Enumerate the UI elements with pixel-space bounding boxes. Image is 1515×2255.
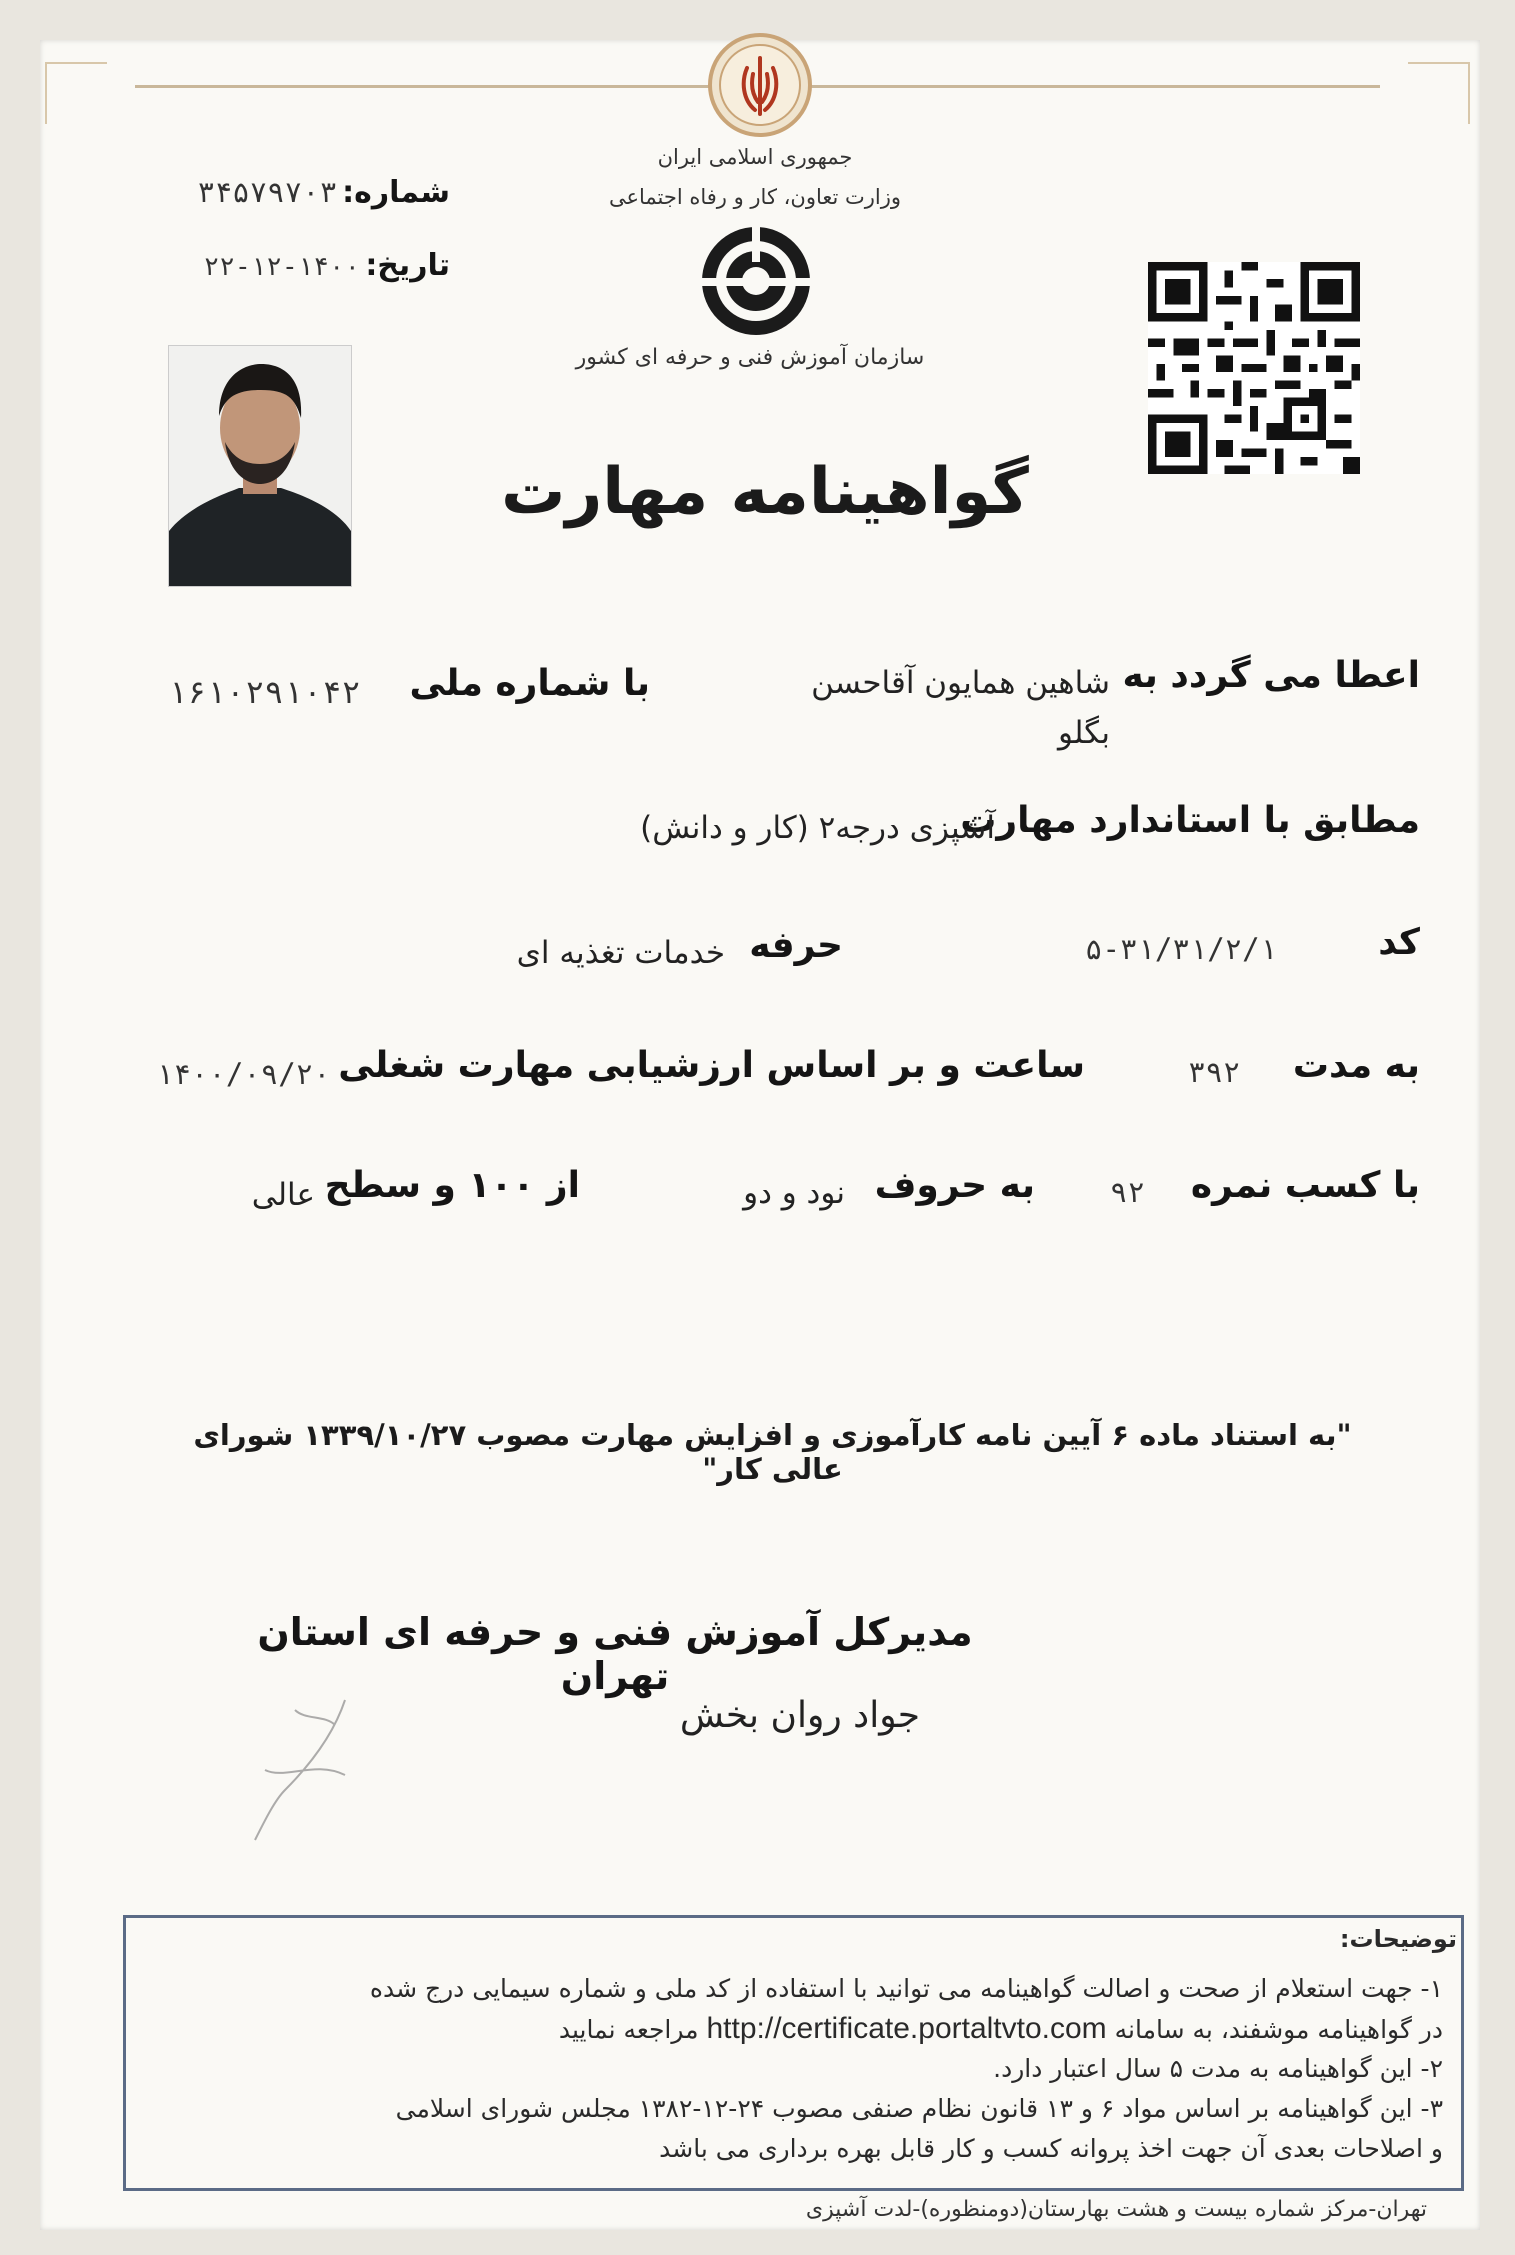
standard-label: مطابق با استاندارد مهارت: [960, 800, 1420, 841]
organization-name: سازمان آموزش فنی و حرفه ای کشور: [575, 345, 925, 370]
date-label: تاریخ:: [365, 248, 450, 283]
certificate-number: [130, 175, 450, 210]
out-of-label: از ۱۰۰ و سطح: [324, 1165, 580, 1206]
national-emblem-icon: [705, 30, 815, 140]
note-line-5: و اصلاحات بعدی آن جهت اخذ پروانه کسب و کار قابل بهره برداری می باشد: [659, 2134, 1443, 2163]
national-id-label: با شماره ملی: [409, 663, 650, 704]
trade-value: خدمات تغذیه ای: [516, 935, 725, 971]
code-value: ۵-۳۱/۳۱/۲/۱: [1085, 932, 1278, 966]
tvto-logo-icon: [690, 222, 825, 340]
note-line-2-end: مراجعه نمایید: [558, 2015, 699, 2044]
score-value: ۹۲: [1110, 1175, 1145, 1209]
holder-photo: [168, 345, 352, 587]
certificate-date: [130, 248, 450, 283]
awarded-name-line1: شاهین همایون آقاحسن: [811, 665, 1110, 701]
code-label: کد: [1378, 922, 1420, 963]
duration-label: به مدت: [1292, 1045, 1420, 1086]
issuing-center: تهران-مرکز شماره بیست و هشت بهارستان(دومنظوره)-لدت آشپزی: [805, 2197, 1427, 2222]
note-line-2-start: در گواهینامه موشفند، به سامانه: [1114, 2015, 1443, 2044]
score-label: با کسب نمره: [1190, 1165, 1420, 1206]
level-value: عالی: [251, 1177, 315, 1213]
note-line-3: ۲- این گواهینامه به مدت ۵ سال اعتبار دارد.: [993, 2054, 1443, 2083]
country-name: جمهوری اسلامی ایران: [657, 145, 853, 169]
note-line-2: [143, 2010, 1443, 2049]
signatory-title: مدیرکل آموزش فنی و حرفه ای استان تهران: [257, 1610, 973, 1698]
number-label: شماره:: [342, 175, 450, 210]
date-value: ۱۴۰۰-۱۲-۲۲: [203, 252, 361, 282]
notes-heading: توضیحات:: [1339, 1925, 1457, 1953]
hours-label: ساعت و بر اساس ارزشیابی مهارت شغلی: [338, 1045, 1085, 1086]
in-words-value: نود و دو: [743, 1175, 845, 1211]
awarded-label: اعطا می گردد به: [1122, 655, 1420, 696]
note-line-1: ۱- جهت استعلام از صحت و اصالت گواهینامه می توانید با استفاده از کد ملی و شماره سیمایی درج شده: [369, 1974, 1443, 2003]
standard-value: آشپزی درجه۲ (کار و دانش): [640, 810, 995, 846]
awarded-name-line2: بگلو: [1057, 715, 1110, 751]
evaluation-date: ۱۴۰۰/۰۹/۲۰: [156, 1057, 331, 1091]
ministry-name: وزارت تعاون، کار و رفاه اجتماعی: [608, 185, 902, 209]
corner-ornament-right: [1408, 62, 1470, 124]
certificate-portal-link[interactable]: http://certificate.portaltvto.com: [706, 2012, 1107, 2045]
in-words-label: به حروف: [874, 1165, 1035, 1206]
corner-ornament-left: [45, 62, 107, 124]
decree-text: "به استناد ماده ۶ آیین نامه کارآموزی و افزایش مهارت مصوب ۱۳۳۹/۱۰/۲۷ شورای عالی کار": [193, 1418, 1352, 1486]
number-value: ۳۴۵۷۹۷۰۳: [197, 175, 338, 209]
signatory-name: جواد روان بخش: [679, 1695, 921, 1736]
notes-box: [123, 1915, 1464, 2191]
handwritten-signature: [225, 1690, 395, 1860]
qr-code[interactable]: [1148, 262, 1360, 474]
certificate-title: گواهینامه مهارت: [501, 455, 1029, 529]
trade-label: حرفه: [749, 925, 843, 966]
national-id-value: ۱۶۱۰۲۹۱۰۴۲: [168, 673, 361, 711]
note-line-4: ۳- این گواهینامه بر اساس مواد ۶ و ۱۳ قانون نظام صنفی مصوب ۲۴-۱۲-۱۳۸۲ مجلس شورای اسلامی: [395, 2094, 1443, 2123]
duration-value: ۳۹۲: [1188, 1055, 1241, 1089]
